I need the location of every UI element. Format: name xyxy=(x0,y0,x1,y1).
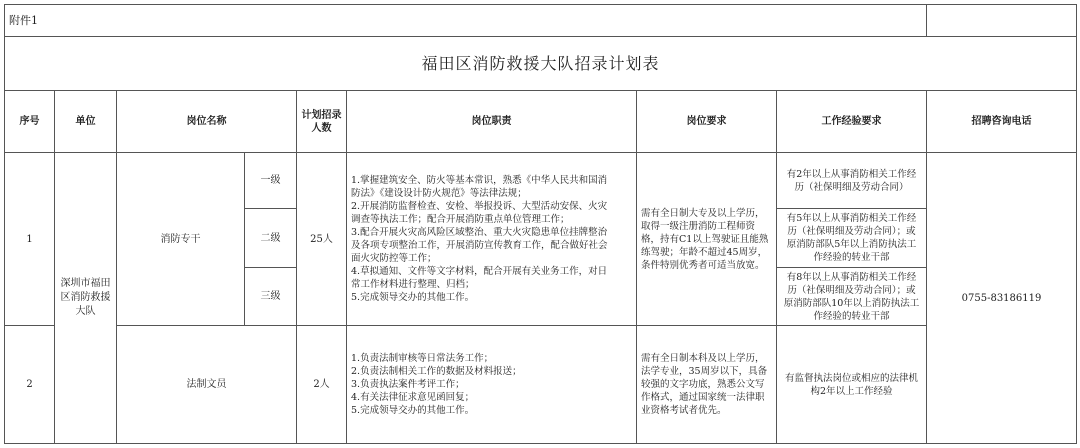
requirement-line: 业资格考试者优先。 xyxy=(641,405,727,416)
row-1-experience-level-1 xyxy=(777,153,927,209)
duty-line: 面火灾防控等工作； xyxy=(351,253,437,264)
recruitment-plan-sheet xyxy=(4,4,1076,444)
duty-line: 及各项专项整治工作，开展消防宣传教育工作，配合做好社会 xyxy=(351,240,608,251)
header-unit: 单位 xyxy=(55,91,117,153)
duty-line: 1.掌握建筑安全、防火等基本常识，熟悉《中华人民共和国消 xyxy=(351,175,608,186)
row-1-position: 消防专干 xyxy=(117,153,245,326)
header-experience: 工作经验要求 xyxy=(777,91,927,153)
requirement-line: 作格式，通过国家统一法律职 xyxy=(641,392,765,403)
table-row xyxy=(5,153,1077,209)
duty-line: 调查等执法工作；配合开展消防重点单位管理工作； xyxy=(351,214,570,225)
unit-name-line: 深圳市福田 xyxy=(60,278,111,289)
table-header-row xyxy=(5,91,1077,153)
row-1-experience-level-2 xyxy=(777,209,927,268)
header-seq: 序号 xyxy=(5,91,55,153)
blank-cell xyxy=(927,5,1077,37)
requirement-line: 较强的文字功底，熟悉公文写 xyxy=(641,379,765,390)
header-quota-line-1: 计划招录 xyxy=(301,109,342,121)
duty-line: 5.完成领导交办的其他工作。 xyxy=(351,405,475,416)
level-3: 三级 xyxy=(245,268,297,326)
row-2-requirement xyxy=(637,326,777,444)
row-2-experience xyxy=(777,326,927,444)
experience-line: 有5年以上从事消防相关工作经 xyxy=(786,213,917,224)
experience-line: 原消防部队10年以上消防执法工 xyxy=(783,297,920,309)
row-1-quota: 25人 xyxy=(297,153,347,326)
requirement-line: 需有全日制本科及以上学历， xyxy=(641,353,765,364)
experience-line: 作经验的转业干部 xyxy=(813,310,890,322)
contact-phone: 0755-83186119 xyxy=(927,153,1077,444)
unit-name-line: 大队 xyxy=(75,306,96,317)
requirement-line: 练驾驶；年龄不超过45周岁， xyxy=(641,246,768,258)
requirement-line: 条件特别优秀者可适当放宽。 xyxy=(641,259,765,271)
row-2-quota: 2人 xyxy=(297,326,347,444)
duty-line: 2.负责法制相关工作的数据及材料报送； xyxy=(351,366,522,377)
experience-line: 历（社保明细及劳动合同） xyxy=(794,181,909,193)
header-duty: 岗位职责 xyxy=(347,91,637,153)
requirement-line: 格，持有C1以上驾驶证且能熟 xyxy=(641,233,769,245)
row-1-requirement xyxy=(637,153,777,326)
duty-line: 3.负责执法案件考评工作； xyxy=(351,379,465,390)
unit-name-line: 区消防救援 xyxy=(60,292,111,303)
duty-line: 防法》《建设设计防火规范》等法律法规； xyxy=(351,188,527,199)
experience-line: 历（社保明细及劳动合同）；或 xyxy=(787,284,916,296)
header-quota xyxy=(297,91,347,153)
duty-line: 4.草拟通知、文件等文字材料，配合开展有关业务工作，对日 xyxy=(351,266,608,277)
header-quota-line-2: 人数 xyxy=(311,122,332,134)
row-1-experience-level-3 xyxy=(777,268,927,326)
attachment-label: 附件1 xyxy=(5,5,927,37)
requirement-line: 取得一级注册消防工程师资 xyxy=(641,220,756,232)
row-2-seq: 2 xyxy=(5,326,55,444)
level-2: 二级 xyxy=(245,209,297,268)
duty-line: 4.有关法律征求意见函回复； xyxy=(351,392,475,403)
row-1-duties xyxy=(347,153,637,326)
experience-line: 有8年以上从事消防相关工作经 xyxy=(786,271,917,283)
table-row xyxy=(5,326,1077,444)
experience-line: 有监督执法岗位或相应的法律机 xyxy=(784,372,918,384)
requirement-line: 需有全日制大专及以上学历， xyxy=(641,207,765,219)
row-2-position: 法制文员 xyxy=(117,326,297,444)
duty-line: 常工作材料进行整理、归档； xyxy=(351,279,475,290)
header-requirement: 岗位要求 xyxy=(637,91,777,153)
level-1: 一级 xyxy=(245,153,297,209)
experience-line: 历（社保明细及劳动合同）；或 xyxy=(787,226,916,237)
duty-line: 3.配合开展火灾高风险区域整治、重大火灾隐患单位挂牌整治 xyxy=(351,227,608,238)
row-1-seq: 1 xyxy=(5,153,55,326)
experience-line: 构2年以上工作经验 xyxy=(810,385,893,397)
header-phone: 招聘咨询电话 xyxy=(927,91,1077,153)
unit-name xyxy=(55,153,117,444)
duty-line: 5.完成领导交办的其他工作。 xyxy=(351,292,475,303)
header-position: 岗位名称 xyxy=(117,91,297,153)
page-title: 福田区消防救援大队招录计划表 xyxy=(5,37,1077,91)
row-2-duties xyxy=(347,326,637,444)
duty-line: 2.开展消防监督检查、安检、举报投诉、大型活动安保、火灾 xyxy=(351,201,608,212)
experience-line: 作经验的转业干部 xyxy=(813,252,890,263)
experience-line: 原消防部队5年以上消防执法工 xyxy=(786,239,917,250)
duty-line: 1.负责法制审核等日常法务工作； xyxy=(351,353,494,364)
experience-line: 有2年以上从事消防相关工作经 xyxy=(786,168,917,180)
requirement-line: 法学专业，35周岁以下，具备 xyxy=(641,366,768,377)
recruitment-plan-table xyxy=(4,4,1077,444)
